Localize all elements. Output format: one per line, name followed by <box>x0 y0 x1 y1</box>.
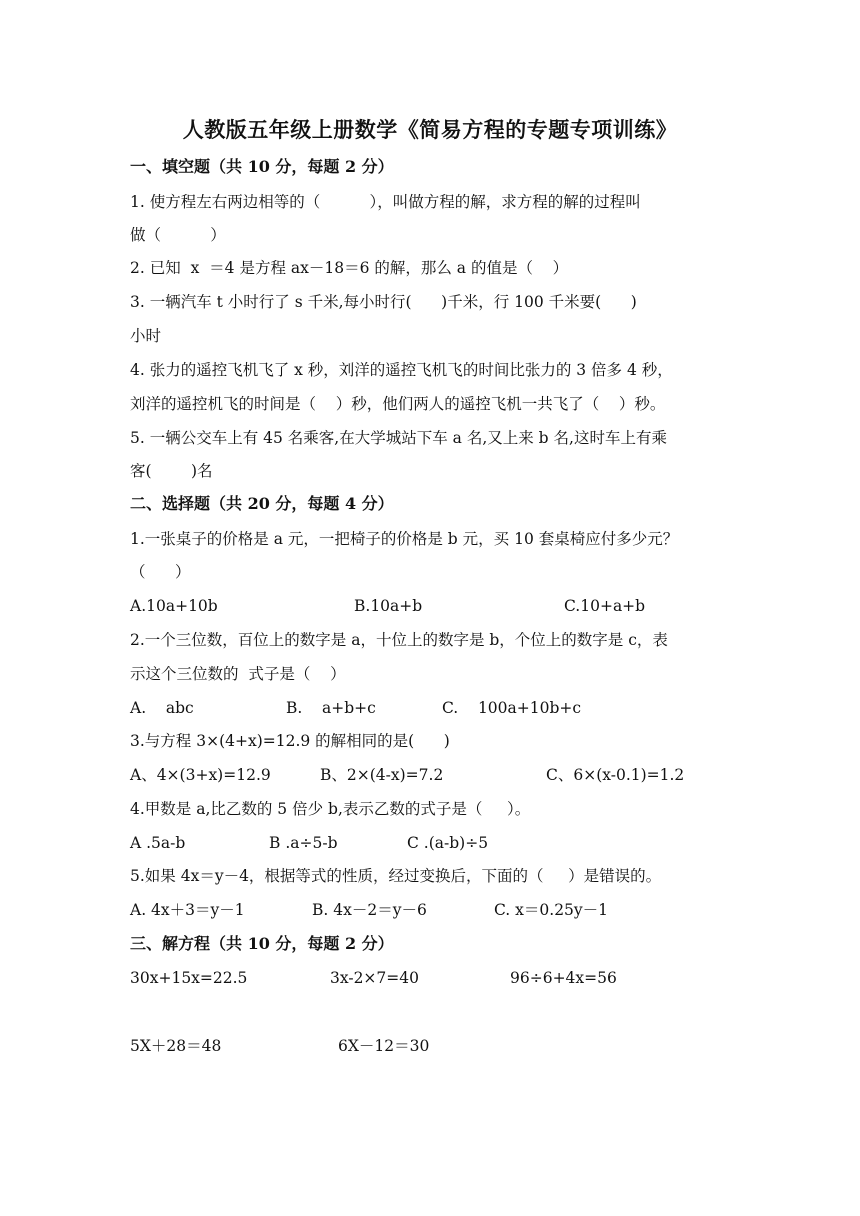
question-line: 5.如果 4x＝y－4，根据等式的性质，经过变换后，下面的（ ）是错误的。 <box>130 867 662 885</box>
option-c: C. x＝0.25y－1 <box>494 901 609 919</box>
equation: 96÷6+4x=56 <box>510 969 617 987</box>
question-line: 做（ ） <box>130 226 226 244</box>
option-c: C. 100a+10b+c <box>442 699 582 717</box>
question-line: 4.甲数是 a,比乙数的 5 倍少 b,表示乙数的式子是（ ）。 <box>130 800 531 818</box>
option-b: B.10a+b <box>354 597 423 615</box>
option-a: A .5a-b <box>130 834 186 852</box>
question-line: 3.与方程 3×(4+x)=12.9 的解相同的是( ) <box>130 732 450 750</box>
question-line: 示这个三位数的 式子是（ ） <box>130 665 346 683</box>
question-line: 2. 已知 x ＝4 是方程 ax－18＝6 的解，那么 a 的值是（ ） <box>130 259 569 277</box>
option-a: A.10a+10b <box>130 597 218 615</box>
question-line: 小时 <box>130 327 162 345</box>
option-c: C .(a-b)÷5 <box>407 834 489 852</box>
option-b: B、2×(4-x)=7.2 <box>320 766 444 784</box>
question-line: 1. 使方程左右两边相等的（ ），叫做方程的解，求方程的解的过程叫 <box>130 193 641 211</box>
option-b: B .a÷5-b <box>269 834 338 852</box>
section-heading-fill: 一、填空题（共 10 分，每题 2 分） <box>130 157 394 176</box>
option-a: A. abc <box>130 699 194 717</box>
option-b: B. 4x－2＝y－6 <box>312 901 427 919</box>
question-line: 5. 一辆公交车上有 45 名乘客,在大学城站下车 a 名,又上来 b 名,这时车上有乘 <box>130 429 667 447</box>
section-heading-solve: 三、解方程（共 10 分，每题 2 分） <box>130 934 394 953</box>
option-c: C.10+a+b <box>564 597 646 615</box>
equation: 6X－12＝30 <box>338 1037 430 1055</box>
equation: 30x+15x=22.5 <box>130 969 248 987</box>
question-line: 1.一张桌子的价格是 a 元，一把椅子的价格是 b 元，买 10 套桌椅应付多少元？ <box>130 530 679 548</box>
question-line: 2.一个三位数，百位上的数字是 a，十位上的数字是 b，个位上的数字是 c，表 <box>130 631 668 649</box>
option-c: C、6×(x-0.1)=1.2 <box>546 766 685 784</box>
question-line: 刘洋的遥控机飞的时间是（ ）秒，他们两人的遥控飞机一共飞了（ ）秒。 <box>130 395 666 413</box>
equation: 5X＋28＝48 <box>130 1037 222 1055</box>
option-b: B. a+b+c <box>286 699 376 717</box>
equation: 3x-2×7=40 <box>330 969 419 987</box>
option-a: A. 4x＋3＝y－1 <box>130 901 245 919</box>
question-line: （ ） <box>130 563 191 581</box>
option-a: A、4×(3+x)=12.9 <box>130 766 271 784</box>
question-line: 客( )名 <box>130 462 213 480</box>
question-line: 4. 张力的遥控飞机飞了 x 秒，刘洋的遥控飞机飞的时间比张力的 3 倍多 4 秒， <box>130 361 673 379</box>
page-title: 人教版五年级上册数学《简易方程的专题专项训练》 <box>182 117 678 142</box>
question-line: 3. 一辆汽车 t 小时行了 s 千米,每小时行( )千米，行 100 千米要( ) <box>130 293 637 311</box>
section-heading-choice: 二、选择题（共 20 分，每题 4 分） <box>130 494 394 513</box>
